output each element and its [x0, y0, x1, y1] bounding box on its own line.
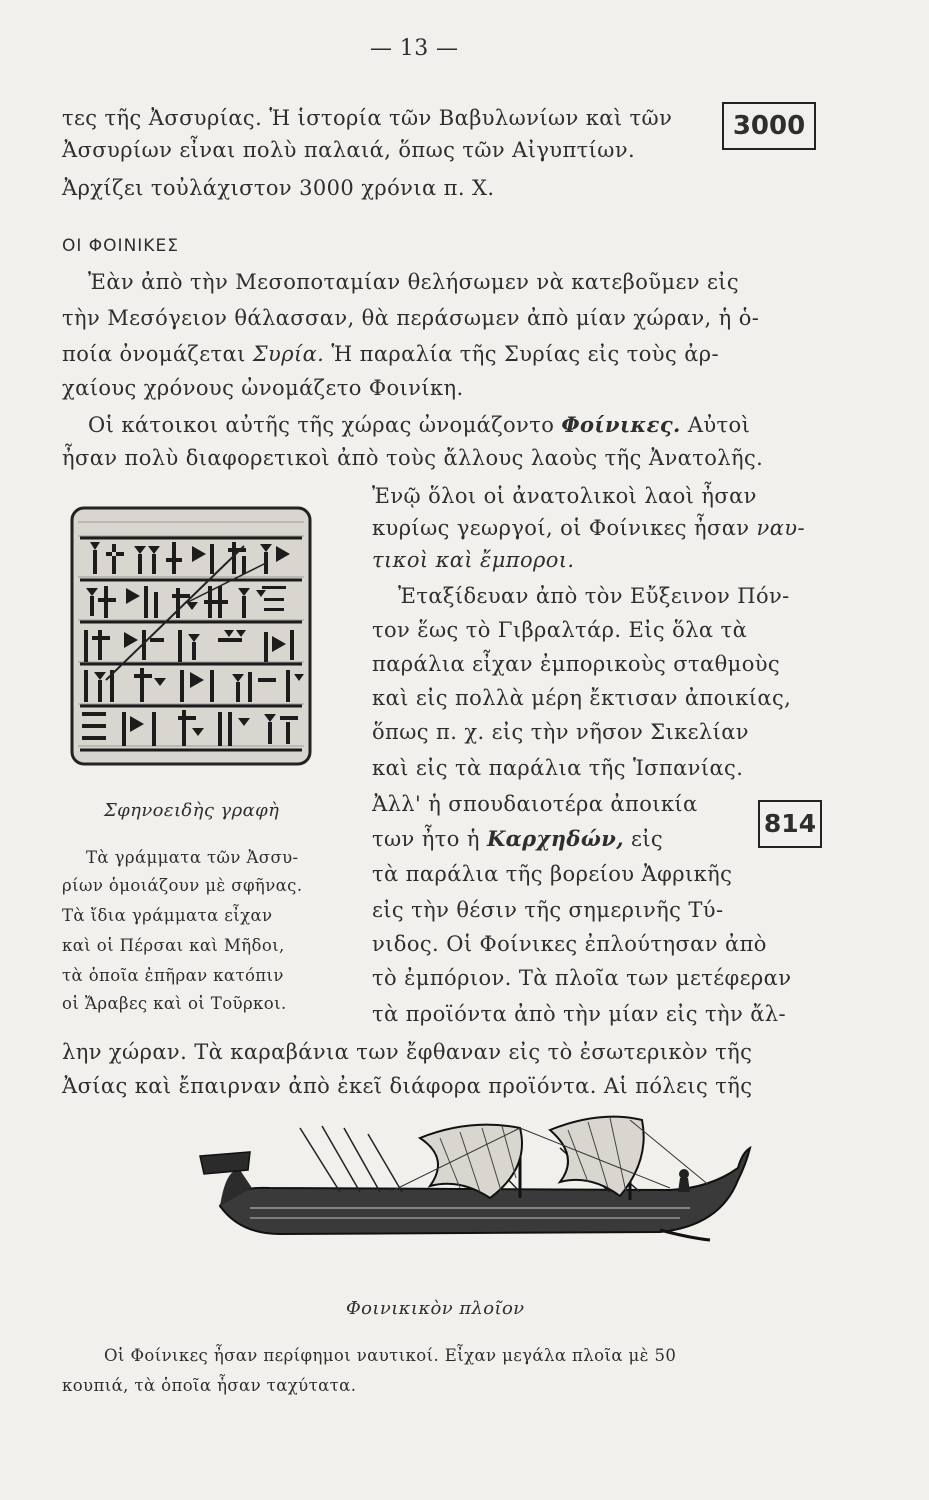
body-line: καὶ εἰς τὰ παράλια τῆς Ἱσπανίας.: [372, 756, 744, 780]
tablet-note-line: τὰ ὁποῖα ἐπῆραν κατόπιν: [62, 966, 284, 985]
body-line: νιδος. Οἱ Φοίνικες ἐπλούτησαν ἀπὸ: [372, 932, 767, 956]
body-line: Οἱ κάτοικοι αὐτῆς τῆς χώρας ὠνομάζοντο Φοίνικες. Αὐτοὶ: [88, 412, 751, 437]
body-line: ὅπως π. χ. εἰς τὴν νῆσον Σικελίαν: [372, 720, 749, 744]
body-line: καὶ εἰς πολλὰ μέρη ἔκτισαν ἀποικίας,: [372, 686, 792, 710]
cuneiform-tablet-image: [68, 502, 316, 770]
body-line: Ἐνῷ ὅλοι οἱ ἀνατολικοὶ λαοὶ ἦσαν: [372, 484, 757, 508]
tablet-note-line: οἱ Ἄραβες καὶ οἱ Τοῦρκοι.: [62, 994, 287, 1013]
body-line: ποία ὀνομάζεται Συρία. Ἡ παραλία τῆς Συρίας εἰς τοὺς ἀρ-: [62, 342, 720, 366]
tablet-caption: Σφηνοειδὴς γραφὴ: [104, 800, 280, 821]
page-number: — 13 —: [370, 36, 459, 61]
margin-year-box: 814: [758, 800, 822, 848]
tablet-note-line: καὶ οἱ Πέρσαι καὶ Μῆδοι,: [62, 936, 285, 955]
body-line: χαίους χρόνους ὠνομάζετο Φοινίκη.: [62, 376, 464, 400]
phoenician-ship-image: [190, 1108, 770, 1258]
body-line: τὰ παράλια τῆς βορείου Ἀφρικῆς: [372, 862, 733, 886]
body-line: Ἀλλ' ἡ σπουδαιοτέρα ἀποικία: [372, 792, 698, 816]
intro-line: Ἀρχίζει τοὐλάχιστον 3000 χρόνια π. Χ.: [62, 176, 495, 200]
intro-line: Ἀσσυρίων εἶναι πολὺ παλαιά, ὅπως τῶν Αἰγυπτίων.: [62, 138, 636, 162]
body-line: λην χώραν. Τὰ καραβάνια των ἔφθαναν εἰς τὸ ἐσωτερικὸν τῆς: [62, 1040, 753, 1064]
ship-caption: Φοινικικὸν πλοῖον: [346, 1298, 525, 1319]
body-line: των ἦτο ἡ Καρχηδών, εἰς: [372, 826, 664, 851]
body-line: Ἐὰν ἀπὸ τὴν Μεσοποταμίαν θελήσωμεν νὰ κατεβοῦμεν εἰς: [88, 270, 740, 294]
body-line: εἰς τὴν θέσιν τῆς σημερινῆς Τύ-: [372, 898, 724, 922]
ship-note-line: Οἱ Φοίνικες ἦσαν περίφημοι ναυτικοί. Εἶχαν μεγάλα πλοῖα μὲ 50: [104, 1346, 677, 1365]
body-line: κυρίως γεωργοί, οἱ Φοίνικες ἦσαν ναυ-: [372, 516, 805, 540]
section-heading: ΟΙ ΦΟΙΝΙΚΕΣ: [62, 236, 179, 256]
body-line: τὸ ἐμπόριον. Τὰ πλοῖα των μετέφεραν: [372, 966, 792, 990]
tablet-note-line: Τὰ ἴδια γράμματα εἶχαν: [62, 906, 273, 925]
body-line: Ἀσίας καὶ ἔπαιρναν ἀπὸ ἐκεῖ διάφορα προϊόντα. Αἱ πόλεις τῆς: [62, 1074, 753, 1098]
body-line: τικοὶ καὶ ἔμποροι.: [372, 548, 575, 572]
body-line: Ἐταξίδευαν ἀπὸ τὸν Εὔξεινον Πόν-: [398, 584, 790, 608]
tablet-note-line: Τὰ γράμματα τῶν Ἀσσυ-: [86, 848, 299, 867]
tablet-note-line: ρίων ὁμοιάζουν μὲ σφῆνας.: [62, 876, 303, 895]
margin-year-box: 3000: [722, 102, 816, 150]
body-line: τον ἕως τὸ Γιβραλτάρ. Εἰς ὅλα τὰ: [372, 618, 748, 642]
ship-note-line: κουπιά, τὰ ὁποῖα ἦσαν ταχύτατα.: [62, 1376, 357, 1395]
body-line: ἦσαν πολὺ διαφορετικοὶ ἀπὸ τοὺς ἄλλους λαοὺς τῆς Ἀνατολῆς.: [62, 446, 764, 470]
body-line: παράλια εἶχαν ἐμπορικοὺς σταθμοὺς: [372, 652, 781, 676]
intro-line: τες τῆς Ἀσσυρίας. Ἡ ἱστορία τῶν Βαβυλωνίων καὶ τῶν: [62, 106, 673, 130]
body-line: τὰ προϊόντα ἀπὸ τὴν μίαν εἰς τὴν ἄλ-: [372, 1002, 787, 1026]
body-line: τὴν Μεσόγειον θάλασσαν, θὰ περάσωμεν ἀπὸ μίαν χώραν, ἡ ὁ-: [62, 306, 760, 330]
